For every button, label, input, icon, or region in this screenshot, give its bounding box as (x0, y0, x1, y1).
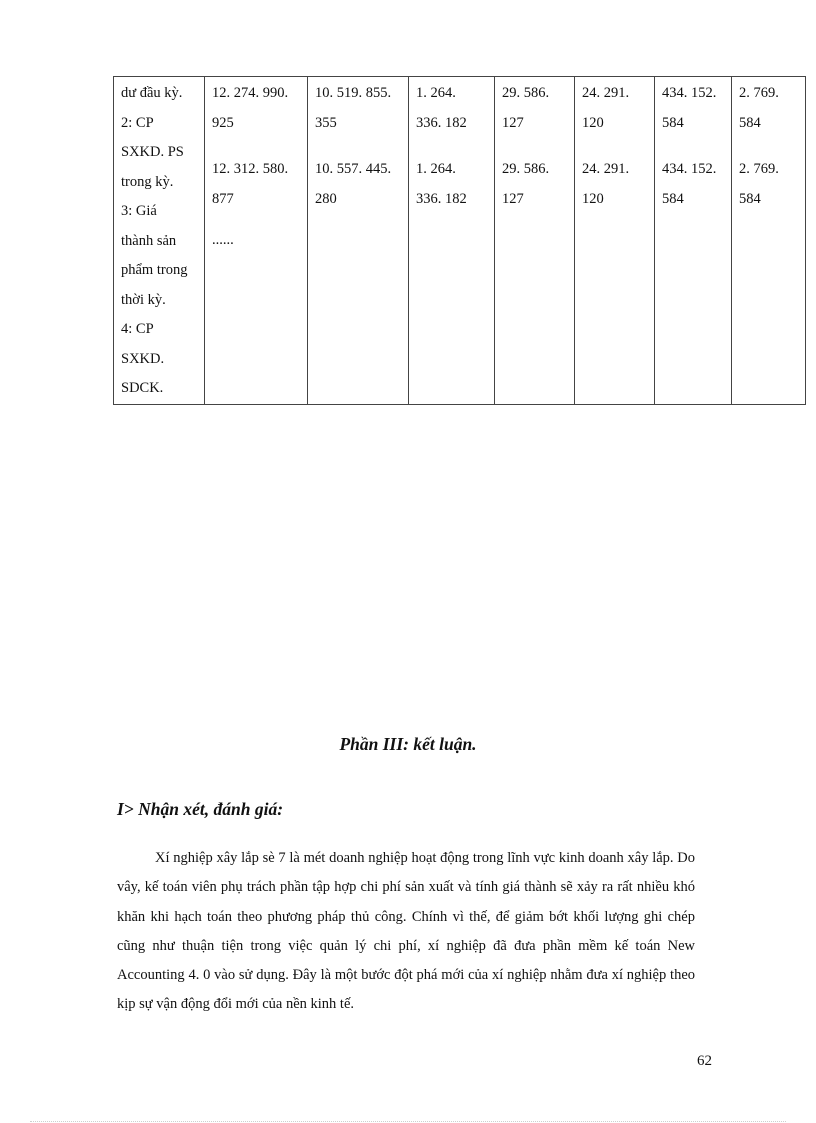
value-line: 2. 769. (739, 85, 779, 101)
value-cell (495, 77, 575, 405)
value-line: 434. 152. (662, 85, 717, 101)
label-line: SDCK. (121, 380, 164, 396)
value-line: 336. 182 (416, 190, 467, 207)
section-title: I> Nhận xét, đánh giá: (117, 799, 284, 819)
label-line: SXKD. PS (121, 144, 184, 160)
value-cell (575, 77, 655, 405)
value-line: 2. 769. (739, 161, 779, 177)
value-line: 29. 586. (502, 85, 550, 101)
table-row (114, 77, 806, 405)
value-line: 12. 312. 580. (212, 161, 289, 177)
value-line: 584 (662, 114, 684, 131)
value-cell (732, 77, 806, 405)
value-line: 127 (502, 114, 524, 131)
value-cell (308, 77, 409, 405)
value-line: 1. 264. (416, 85, 456, 101)
value-line: 10. 519. 855. (315, 85, 392, 101)
cost-table (113, 76, 806, 405)
label-line: 3: Giá (121, 203, 157, 219)
value-cell (655, 77, 732, 405)
value-line: 10. 557. 445. (315, 161, 392, 177)
label-line: dư đầu kỳ. (121, 85, 183, 101)
label-line: trong kỳ. (121, 173, 174, 190)
value-line: 584 (739, 190, 761, 207)
value-line: 29. 586. (502, 161, 550, 177)
value-cell (409, 77, 495, 405)
row-label-cell (114, 77, 205, 405)
value-line: 24. 291. (582, 161, 630, 177)
body-paragraph: Xí nghiệp xây lắp sè 7 là mét doanh nghiệp hoạt động trong lĩnh vực kinh doanh xây lắp. Do vây, kế toán viên phụ trách phần tập hợp chi phí sản xuất và tính giá thành sẽ xảy ra rất nhiều khó khăn khi hạch toán theo phương pháp thủ công. Chính vì thế, để giảm bớt khối lượng ghi chép cũng như thuận tiện trong việc quản lý chi phí, xí nghiệp đã đưa phần mềm kế toán New Accounting 4. 0 vào sử dụng. Đây là một bước đột phá mới của xí nghiệp nhằm đưa xí nghiệp theo kịp sự vận động đổi mới của nền kinh tế. (117, 850, 695, 1013)
value-cell (205, 77, 308, 405)
value-line: 127 (502, 190, 524, 207)
value-line: 877 (212, 190, 234, 207)
label-line: phẩm trong (121, 262, 188, 278)
label-line: thời kỳ. (121, 291, 166, 308)
value-line: 120 (582, 114, 604, 131)
value-line: 280 (315, 190, 337, 207)
value-line: 584 (739, 114, 761, 131)
value-line: 1. 264. (416, 161, 456, 177)
value-line: 24. 291. (582, 85, 630, 101)
value-line: 12. 274. 990. (212, 85, 289, 101)
label-line: thành sản (121, 232, 177, 249)
value-line: 925 (212, 114, 234, 131)
value-line: 584 (662, 190, 684, 207)
ellipsis-text: ...... (212, 232, 234, 248)
value-line: 120 (582, 190, 604, 207)
part-title: Phần III: kết luận. (339, 734, 477, 754)
value-line: 434. 152. (662, 161, 717, 177)
footer-divider (30, 1121, 786, 1122)
value-line: 355 (315, 114, 337, 131)
label-line: 4: CP (121, 321, 154, 337)
label-line: 2: CP (121, 114, 154, 131)
page-number: 62 (697, 1053, 712, 1069)
label-line: SXKD. (121, 350, 165, 367)
value-line: 336. 182 (416, 114, 467, 131)
